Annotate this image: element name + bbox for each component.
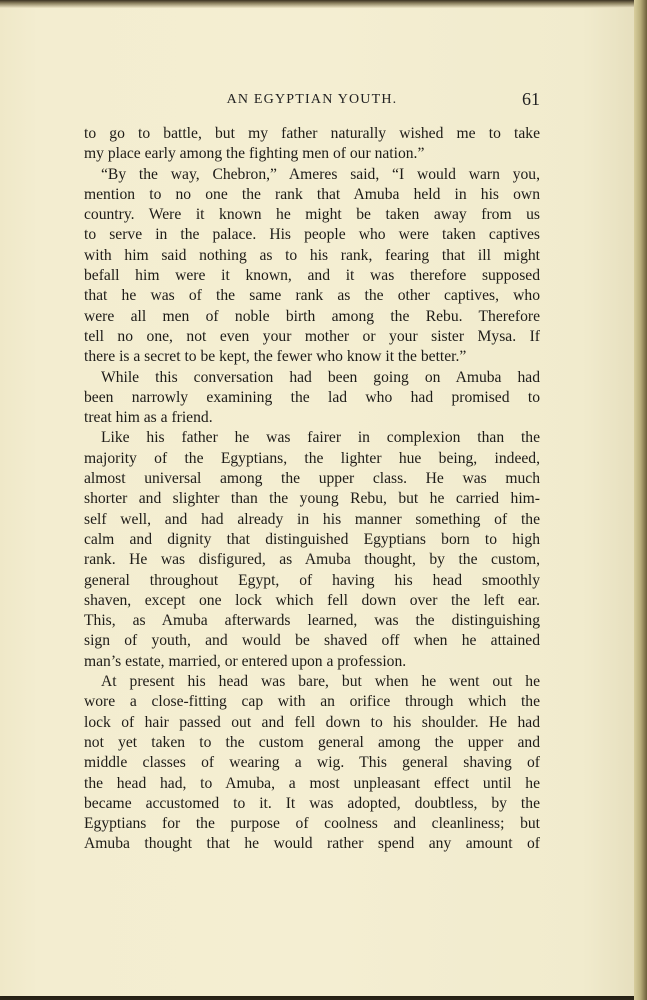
text-line: became accustomed to it. It was adopted, doubtless, by the (84, 794, 540, 812)
running-title: AN EGYPTIAN YOUTH. (226, 92, 398, 107)
text-line: shaven, except one lock which fell down over the left ear. (84, 591, 540, 609)
text-line: “By the way, Chebron,” Ameres said, “I would warn you, (101, 165, 540, 183)
text-line: At present his head was bare, but when he went out he (101, 673, 540, 691)
text-line: sign of youth, and would be shaved off when he attained (84, 632, 540, 650)
body-text (84, 124, 540, 855)
text-line: shorter and slighter than the young Rebu, but he carried him- (84, 490, 540, 508)
text-line: been narrowly examining the lad who had promised to (84, 388, 540, 406)
text-line: tell no one, not even your mother or your sister Mysa. If (84, 327, 540, 345)
text-line: befall him were it known, and it was therefore supposed (84, 267, 540, 285)
text-line: Amuba thought that he would rather spend any amount of (84, 835, 540, 853)
text-line: This, as Amuba afterwards learned, was the distinguishing (84, 612, 540, 630)
text-line: almost universal among the upper class. He was much (84, 470, 540, 488)
text-line: with him said nothing as to his rank, fearing that ill might (84, 246, 540, 264)
text-line: general throughout Egypt, of having his head smoothly (84, 571, 540, 589)
text-line: Egyptians for the purpose of coolness and cleanliness; but (84, 815, 540, 833)
text-line: rank. He was disfigured, as Amuba thought, by the custom, (84, 551, 540, 569)
text-line: Like his father he was fairer in complexion than the (101, 429, 540, 447)
text-line: my place early among the fighting men of our nation.” (84, 145, 425, 163)
text-line: to go to battle, but my father naturally wished me to take (84, 125, 540, 142)
text-line: middle classes of wearing a wig. This general shaving of (84, 754, 540, 772)
page-top-edge (0, 0, 634, 8)
text-line: country. Were it known he might be taken away from us (84, 206, 540, 224)
text-line: self well, and had already in his manner something of the (84, 510, 540, 528)
text-line: While this conversation had been going on Amuba had (101, 368, 540, 386)
text-line: treat him as a friend. (84, 409, 213, 427)
text-line: mention to no one the rank that Amuba held in his own (84, 185, 540, 203)
text-line: wore a close-fitting cap with an orifice through which the (84, 693, 540, 711)
page-number: 61 (522, 89, 540, 109)
running-head (84, 90, 540, 112)
text-line: were all men of noble birth among the Rebu. Therefore (84, 307, 540, 325)
text-line: man’s estate, married, or entered upon a profession. (84, 652, 407, 670)
text-line: majority of the Egyptians, the lighter hue being, indeed, (84, 449, 540, 467)
text-line: the head had, to Amuba, a most unpleasant effect until he (84, 774, 540, 792)
book-spine-edge (634, 0, 647, 1000)
text-line: to serve in the palace. His people who were taken captives (84, 226, 540, 244)
text-line: that he was of the same rank as the other captives, who (84, 287, 540, 305)
text-line: not yet taken to the custom general among the upper and (84, 733, 540, 751)
text-line: calm and dignity that distinguished Egyptians born to high (84, 530, 540, 548)
text-line: there is a secret to be kept, the fewer who know it the better.” (84, 348, 467, 366)
text-line: lock of hair passed out and fell down to his shoulder. He had (84, 713, 540, 731)
